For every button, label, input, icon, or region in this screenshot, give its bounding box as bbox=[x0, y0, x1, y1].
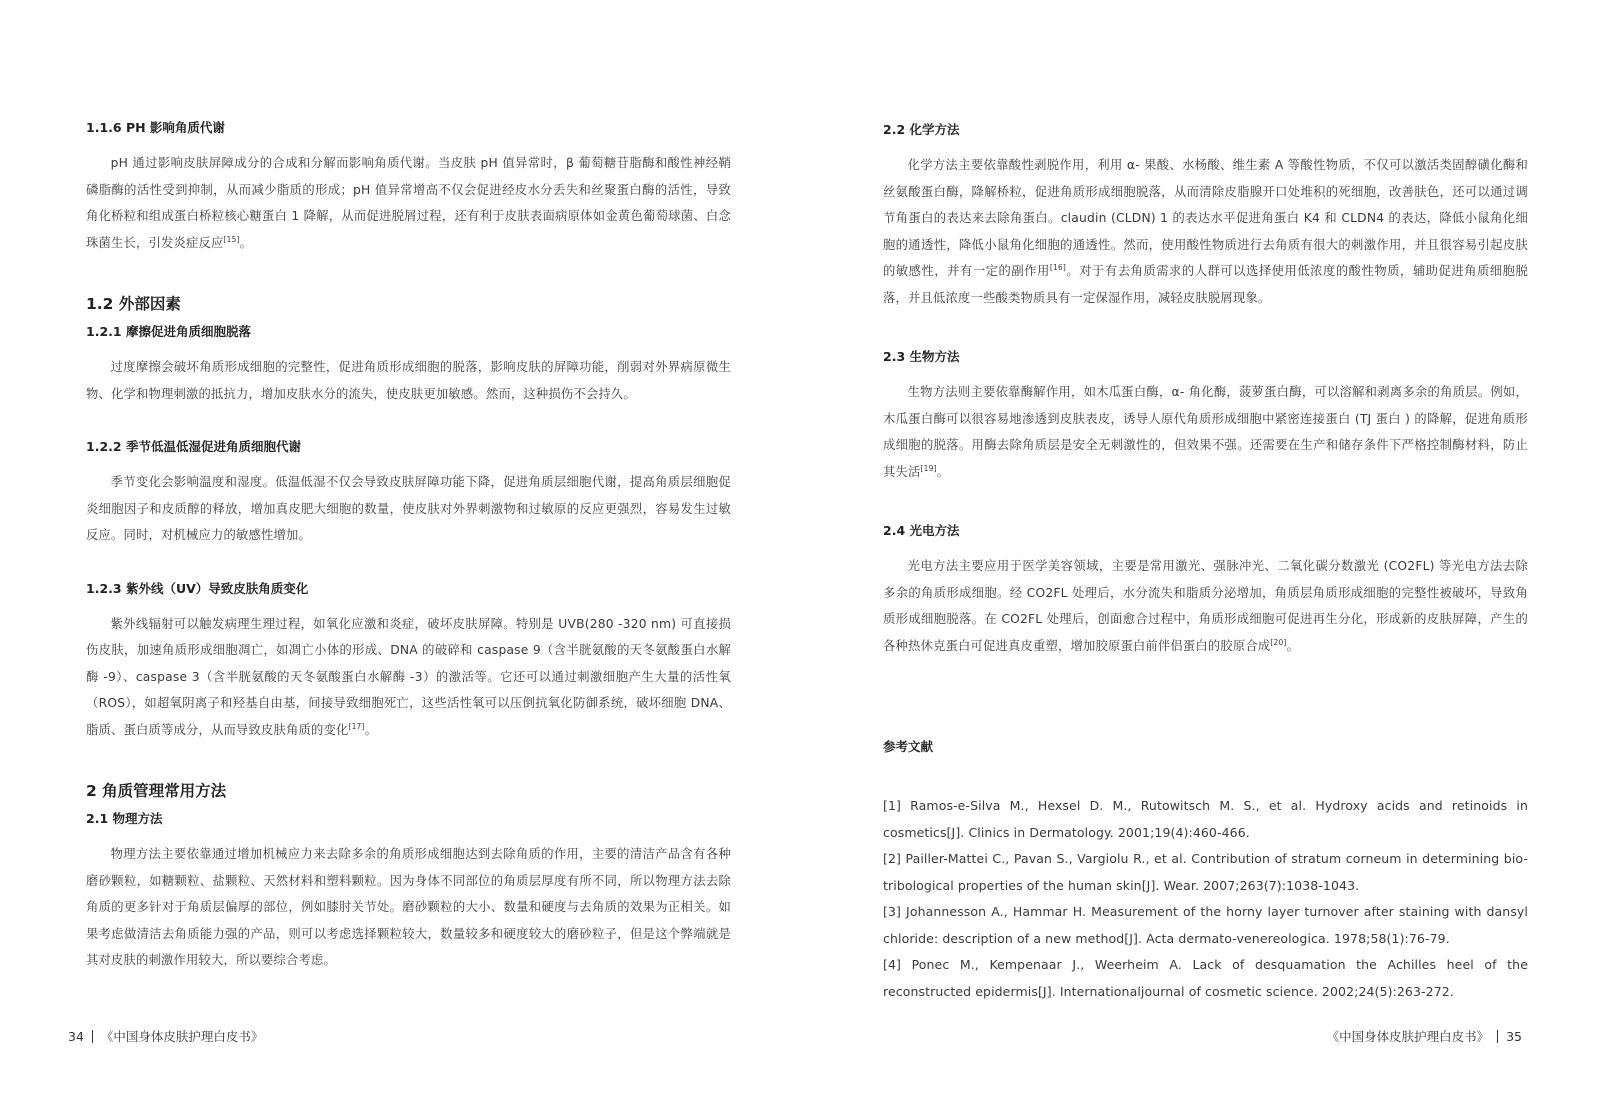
book-title: 《中国身体皮肤护理白皮书》 bbox=[100, 1029, 264, 1044]
reference-item: [1] Ramos-e-Silva M., Hexsel D. M., Rutowitsch M. S., et al. Hydroxy acids and retinoids in cosmetics[J]. Clinics in Dermatology. 2001;19(4):460-466. bbox=[883, 798, 1528, 840]
section-heading-1-1-6: 1.1.6 PH 影响角质代谢 bbox=[86, 120, 225, 135]
section-heading-1-2: 1.2 外部因素 bbox=[86, 295, 181, 313]
right-footer bbox=[1327, 1028, 1522, 1046]
reference-item: [4] Ponec M., Kempenaar J., Weerheim A. Lack of desquamation the Achilles heel of the reconstructed epidermis[J]. Internationaljournal of cosmetic science. 2002;24(5):263-272. bbox=[883, 957, 1528, 999]
page-number: 35 bbox=[1506, 1029, 1522, 1044]
section-heading-1-2-2: 1.2.2 季节低温低湿促进角质细胞代谢 bbox=[86, 439, 301, 454]
section-paragraph-1-2-1: 过度摩擦会破坏角质形成细胞的完整性，促进角质形成细胞的脱落，影响皮肤的屏障功能，削弱对外界病原微生物、化学和物理刺激的抵抗力，增加皮肤水分的流失，使皮肤更加敏感。然而，这种损伤不会持久。 bbox=[86, 360, 731, 401]
reference-item: [3] Johannesson A., Hammar H. Measurement of the horny layer turnover after staining with dansyl chloride: description of a new method[J]. Acta dermato-venereologica. 1978;58(1):76-79. bbox=[883, 904, 1528, 946]
section-heading-2-2: 2.2 化学方法 bbox=[883, 122, 960, 137]
reference-item: [2] Pailler-Mattei C., Pavan S., Vargiolu R., et al. Contribution of stratum corneum in determining bio-tribological properties of the human skin[J]. Wear. 2007;263(7):1038-1043. bbox=[883, 851, 1528, 893]
footer-divider bbox=[1497, 1030, 1498, 1043]
section-paragraph-2-4: 光电方法主要应用于医学美容领域，主要是常用激光、强脉冲光、二氧化碳分数激光 (CO2FL) 等光电方法去除多余的角质形成细胞。经 CO2FL 处理后，水分流失和脂质分泌增加，角质层角质形成细胞的完整性被破坏，导致角质形成细胞脱落。在 CO2FL 处理后，创面愈合过程中，角质形成细胞可促进再生分化，形成新的皮肤屏障，产生的各种热休克蛋白可促进真皮重塑，增加胶原蛋白前伴侣蛋白的胶原合成[20]。 bbox=[883, 559, 1528, 653]
right-column bbox=[883, 120, 1528, 1005]
section-heading-2-1: 2.1 物理方法 bbox=[86, 811, 163, 826]
section-paragraph-2-1: 物理方法主要依靠通过增加机械应力来去除多余的角质形成细胞达到去除角质的作用，主要的清洁产品含有各种磨砂颗粒，如糖颗粒、盐颗粒、天然材料和塑料颗粒。因为身体不同部位的角质层厚度有所不同，所以物理方法去除角质的更多针对于角质层偏厚的部位，例如膝肘关节处。磨砂颗粒的大小、数量和硬度与去角质的效果为正相关。如果考虑做清洁去角质能力强的产品，则可以考虑选择颗粒较大，数量较多和硬度较大的磨砂粒子，但是这个弊端就是其对皮肤的刺激作用较大，所以要综合考虑。 bbox=[86, 847, 731, 967]
book-title: 《中国身体皮肤护理白皮书》 bbox=[1326, 1029, 1490, 1044]
section-paragraph-1-1-6: pH 通过影响皮肤屏障成分的合成和分解而影响角质代谢。当皮肤 pH 值异常时，β 葡萄糖苷脂酶和酸性神经鞘磷脂酶的活性受到抑制，从而减少脂质的形成；pH 值异常增高不仅会促进经皮水分丢失和丝聚蛋白酶的活性，导致角化桥粒和组成蛋白桥粒核心糖蛋白 1 降解，从而促进脱屑过程，还有利于皮肤表面病原体如金黄色葡萄球菌、白念珠菌生长，引发炎症反应[15]。 bbox=[86, 156, 731, 250]
section-heading-1-2-3: 1.2.3 紫外线（UV）导致皮肤角质变化 bbox=[86, 580, 309, 596]
section-paragraph-1-2-2: 季节变化会影响温度和湿度。低温低湿不仅会导致皮肤屏障功能下降，促进角质层细胞代谢，提高角质层细胞促炎细胞因子和皮质醇的释放，增加真皮肥大细胞的数量，使皮肤对外界刺激物和过敏原的反应更强烈，容易发生过敏反应。同时，对机械应力的敏感性增加。 bbox=[86, 475, 731, 542]
references-list bbox=[883, 793, 1528, 1005]
citation: [19] bbox=[920, 463, 937, 473]
citation: [20] bbox=[1270, 637, 1287, 647]
section-paragraph-2-3: 生物方法则主要依靠酶解作用，如木瓜蛋白酶，α- 角化酶，菠萝蛋白酶，可以溶解和剥离多余的角质层。例如，木瓜蛋白酶可以很容易地渗透到皮肤表皮，诱导人原代角质形成细胞中紧密连接蛋白 (TJ 蛋白 ) 的降解，促进角质形成细胞的脱落。用酶去除角质层是安全无刺激性的，但效果不强。还需要在生产和储存条件下严格控制酶材料，防止其失活[19]。 bbox=[883, 385, 1528, 479]
citation: [15] bbox=[223, 234, 240, 244]
section-heading-2: 2 角质管理常用方法 bbox=[86, 782, 227, 800]
section-heading-1-2-1: 1.2.1 摩擦促进角质细胞脱落 bbox=[86, 324, 251, 339]
page-number: 34 bbox=[68, 1029, 84, 1044]
citation: [17] bbox=[348, 721, 365, 731]
left-footer bbox=[68, 1028, 263, 1046]
references-heading: 参考文献 bbox=[883, 739, 934, 754]
citation: [16] bbox=[1049, 262, 1067, 272]
right-page bbox=[805, 0, 1610, 1100]
left-column bbox=[86, 118, 731, 974]
section-paragraph-2-2: 化学方法主要依靠酸性剥脱作用，利用 α- 果酸、水杨酸、维生素 A 等酸性物质，不仅可以激活类固醇磺化酶和丝氨酸蛋白酶，降解桥粒，促进角质形成细胞脱落，从而清除皮脂腺开口处堆积的死细胞，改善肤色，还可以通过调节角蛋白的表达来去除角蛋白。claudin (CLDN) 1 的表达水平促进角蛋白 K4 和 CLDN4 的表达，降低小鼠角化细胞的通透性，降低小鼠角化细胞的通透性。然而，使用酸性物质进行去角质有很大的刺激作用，并且很容易引起皮肤的敏感性，并有一定的副作用[16]。对于有去角质需求的人群可以选择使用低浓度的酸性物质，辅助促进角质细胞脱落，并且低浓度一些酸类物质具有一定保湿作用，减轻皮肤脱屑现象。 bbox=[883, 158, 1528, 305]
footer-divider bbox=[92, 1030, 93, 1043]
section-paragraph-1-2-3: 紫外线辐射可以触发病理生理过程，如氧化应激和炎症，破坏皮肤屏障。特别是 UVB(280 -320 nm) 可直接损伤皮肤，加速角质形成细胞凋亡，如凋亡小体的形成、DNA 的破碎和 caspase 9（含半胱氨酸的天冬氨酸蛋白水解酶 -9）、caspase 3（含半胱氨酸的天冬氨酸蛋白水解酶 -3）的激活等。它还可以通过刺激细胞产生大量的活性氧（ROS），如超氧阴离子和羟基自由基，间接导致细胞死亡，这些活性氧可以压倒抗氧化防御系统，破坏细胞 DNA、脂质、蛋白质等成分，从而导致皮肤角质的变化[17]。 bbox=[86, 616, 731, 737]
section-heading-2-4: 2.4 光电方法 bbox=[883, 523, 960, 538]
section-heading-2-3: 2.3 生物方法 bbox=[883, 349, 960, 364]
